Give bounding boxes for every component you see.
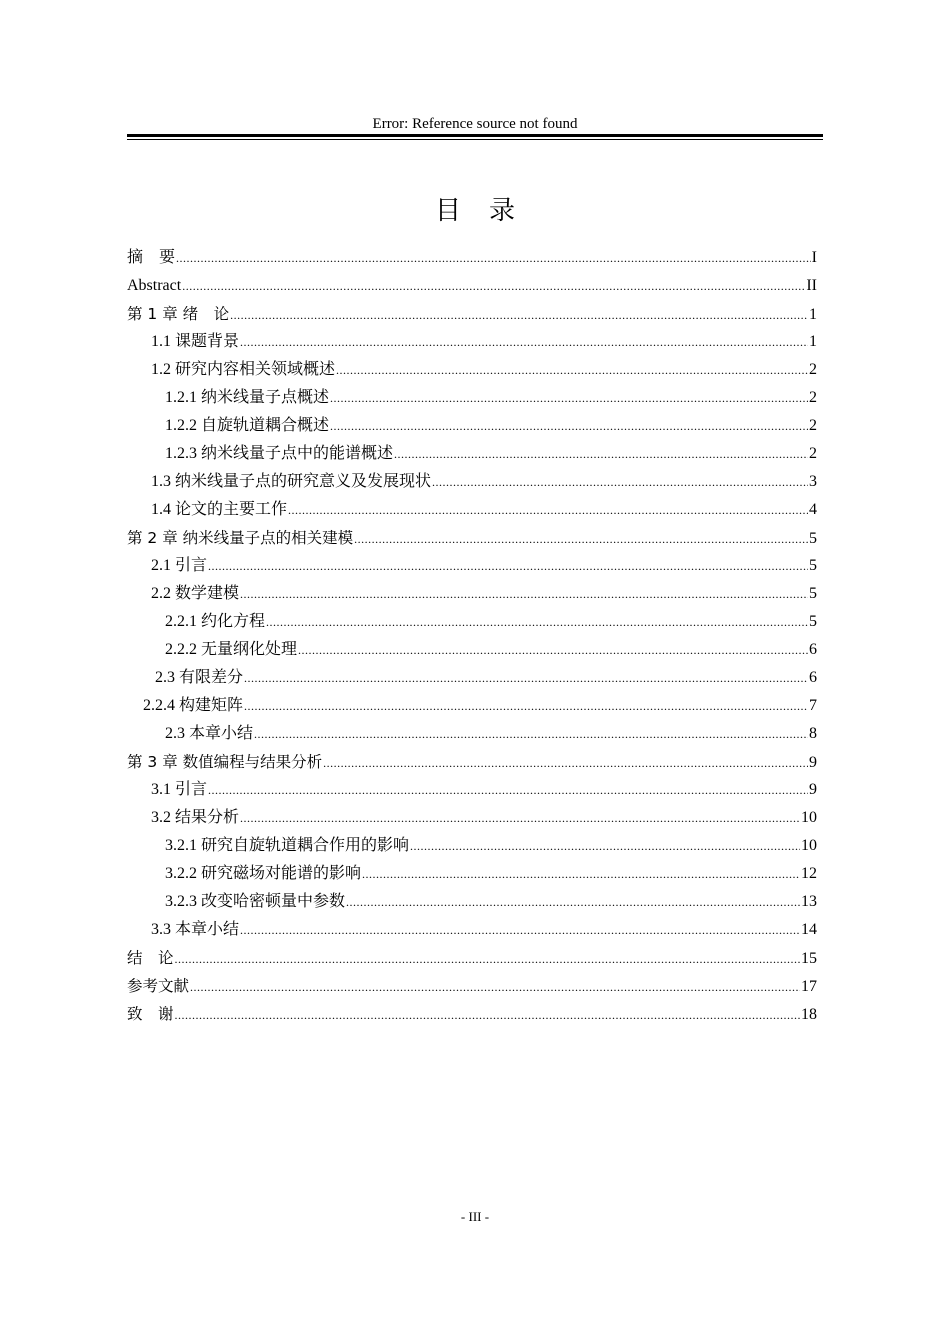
toc-entry-1-2-3[interactable]	[127, 440, 817, 468]
toc-entry-label: 2.2 数学建模	[151, 585, 240, 602]
toc-entry-page: 18	[801, 1006, 817, 1023]
toc-entry-3-1[interactable]	[127, 776, 817, 804]
toc-entry-2-2-4[interactable]	[127, 692, 817, 720]
toc-entry-label: 结 论	[127, 949, 174, 967]
toc-dot-leader	[244, 664, 808, 692]
toc-entry-3-2[interactable]	[127, 804, 817, 832]
toc-dot-leader	[240, 916, 800, 944]
toc-entry-page: 9	[809, 781, 817, 798]
toc-dot-leader	[208, 552, 808, 580]
toc-entry-1-3[interactable]	[127, 468, 817, 496]
toc-entry-label: 2.2.1 约化方程	[165, 613, 266, 630]
toc-entry-label: 3.2.3 改变哈密顿量中参数	[165, 893, 346, 910]
toc-dot-leader	[175, 945, 800, 973]
toc-entry-page: 5	[809, 557, 817, 574]
toc-entry-chapter-1[interactable]	[127, 300, 817, 328]
toc-entry-3-2-1[interactable]	[127, 832, 817, 860]
toc-dot-leader	[346, 888, 800, 916]
toc-entry-references[interactable]	[127, 972, 817, 1000]
toc-entry-label: 第 1 章 绪 论	[127, 305, 230, 323]
toc-entry-label: 1.2.2 自旋轨道耦合概述	[165, 417, 330, 434]
toc-entry-page: 2	[809, 417, 817, 434]
toc-entry-page: 5	[809, 585, 817, 602]
toc-dot-leader	[330, 384, 808, 412]
toc-entry-label: 2.2.4 构建矩阵	[143, 697, 244, 714]
toc-entry-label: 致 谢	[127, 1005, 174, 1023]
toc-entry-page: 1	[809, 306, 817, 323]
toc-dot-leader	[190, 973, 800, 1001]
toc-dot-leader	[240, 580, 808, 608]
toc-entry-label: 1.2 研究内容相关领域概述	[151, 361, 336, 378]
toc-entry-label: 1.3 纳米线量子点的研究意义及发展现状	[151, 473, 432, 490]
toc-entry-abstract-cn[interactable]	[127, 244, 817, 272]
toc-entry-page: 5	[809, 613, 817, 630]
toc-entry-label: 3.2.2 研究磁场对能谱的影响	[165, 865, 362, 882]
toc-dot-leader	[182, 272, 805, 300]
toc-entry-page: I	[811, 249, 817, 266]
toc-entry-page: II	[806, 277, 817, 294]
toc-dot-leader	[254, 720, 808, 748]
toc-entry-page: 10	[801, 837, 817, 854]
toc-entry-page: 9	[809, 754, 817, 771]
toc-dot-leader	[208, 776, 808, 804]
toc-dot-leader	[394, 440, 808, 468]
toc-entry-page: 13	[801, 893, 817, 910]
toc-entry-page: 2	[809, 361, 817, 378]
toc-entry-page: 6	[809, 669, 817, 686]
toc-dot-leader	[230, 301, 808, 329]
header-rule-thick	[127, 134, 823, 137]
toc-dot-leader	[298, 636, 808, 664]
toc-entry-label: 1.4 论文的主要工作	[151, 501, 288, 518]
toc-entry-page: 7	[809, 697, 817, 714]
toc-entry-label: 2.3 本章小结	[165, 725, 254, 742]
toc-entry-page: 2	[809, 445, 817, 462]
toc-entry-label: 1.2.3 纳米线量子点中的能谱概述	[165, 445, 394, 462]
toc-entry-label: 3.2.1 研究自旋轨道耦合作用的影响	[165, 837, 410, 854]
toc-dot-leader	[362, 860, 800, 888]
toc-dot-leader	[176, 244, 811, 272]
toc-entry-page: 3	[809, 473, 817, 490]
toc-entry-abstract-en[interactable]	[127, 272, 817, 300]
toc-entry-page: 8	[809, 725, 817, 742]
toc-entry-page: 14	[801, 921, 817, 938]
toc-entry-2-3-summary[interactable]	[127, 720, 817, 748]
toc-entry-label: 第 3 章 数值编程与结果分析	[127, 753, 323, 771]
toc-entry-chapter-2[interactable]	[127, 524, 817, 552]
toc-entry-page: 1	[809, 333, 817, 350]
toc-dot-leader	[240, 804, 800, 832]
toc-entry-label: 2.2.2 无量纲化处理	[165, 641, 298, 658]
toc-entry-1-1[interactable]	[127, 328, 817, 356]
toc-dot-leader	[410, 832, 800, 860]
toc-dot-leader	[336, 356, 808, 384]
toc-entry-2-1[interactable]	[127, 552, 817, 580]
toc-entry-page: 17	[801, 978, 817, 995]
toc-entry-page: 4	[809, 501, 817, 518]
toc-entry-page: 15	[801, 950, 817, 967]
toc-dot-leader	[244, 692, 808, 720]
toc-dot-leader	[330, 412, 808, 440]
toc-dot-leader	[354, 525, 808, 553]
toc-entry-2-3-finite-difference[interactable]	[127, 664, 817, 692]
toc-dot-leader	[175, 1001, 800, 1029]
running-header: Error: Reference source not found	[372, 116, 578, 132]
toc-dot-leader	[240, 328, 808, 356]
toc-entry-label: 3.1 引言	[151, 781, 208, 798]
toc-entry-3-2-3[interactable]	[127, 888, 817, 916]
page-number: - III -	[460, 1209, 490, 1224]
toc-entry-label: 摘 要	[127, 249, 176, 266]
toc-entry-label: 2.3 有限差分	[155, 669, 244, 686]
toc-entry-label: 3.3 本章小结	[151, 921, 240, 938]
table-of-contents	[127, 244, 817, 1028]
toc-entry-page: 12	[801, 865, 817, 882]
toc-entry-chapter-3[interactable]	[127, 748, 817, 776]
toc-entry-1-4[interactable]	[127, 496, 817, 524]
toc-entry-3-2-2[interactable]	[127, 860, 817, 888]
toc-entry-1-2[interactable]	[127, 356, 817, 384]
toc-entry-label: 1.2.1 纳米线量子点概述	[165, 389, 330, 406]
toc-entry-page: 6	[809, 641, 817, 658]
toc-entry-acknowledgements[interactable]	[127, 1000, 817, 1028]
toc-entry-label: 第 2 章 纳米线量子点的相关建模	[127, 529, 354, 547]
toc-entry-label: 2.1 引言	[151, 557, 208, 574]
toc-entry-2-2[interactable]	[127, 580, 817, 608]
toc-dot-leader	[288, 496, 808, 524]
toc-entry-2-2-1[interactable]	[127, 608, 817, 636]
toc-entry-page: 2	[809, 389, 817, 406]
toc-entry-2-2-2[interactable]	[127, 636, 817, 664]
toc-title: 目录	[434, 196, 543, 226]
header-rule-thin	[127, 139, 823, 140]
toc-entry-label: 1.1 课题背景	[151, 333, 240, 350]
toc-entry-page: 10	[801, 809, 817, 826]
toc-dot-leader	[266, 608, 808, 636]
toc-entry-1-2-2[interactable]	[127, 412, 817, 440]
toc-dot-leader	[432, 468, 808, 496]
toc-dot-leader	[323, 749, 808, 777]
toc-entry-page: 5	[809, 530, 817, 547]
toc-entry-1-2-1[interactable]	[127, 384, 817, 412]
toc-entry-label: 参考文献	[127, 977, 190, 995]
toc-entry-3-3[interactable]	[127, 916, 817, 944]
toc-entry-conclusion[interactable]	[127, 944, 817, 972]
toc-entry-label: 3.2 结果分析	[151, 809, 240, 826]
toc-entry-label: Abstract	[127, 277, 182, 294]
